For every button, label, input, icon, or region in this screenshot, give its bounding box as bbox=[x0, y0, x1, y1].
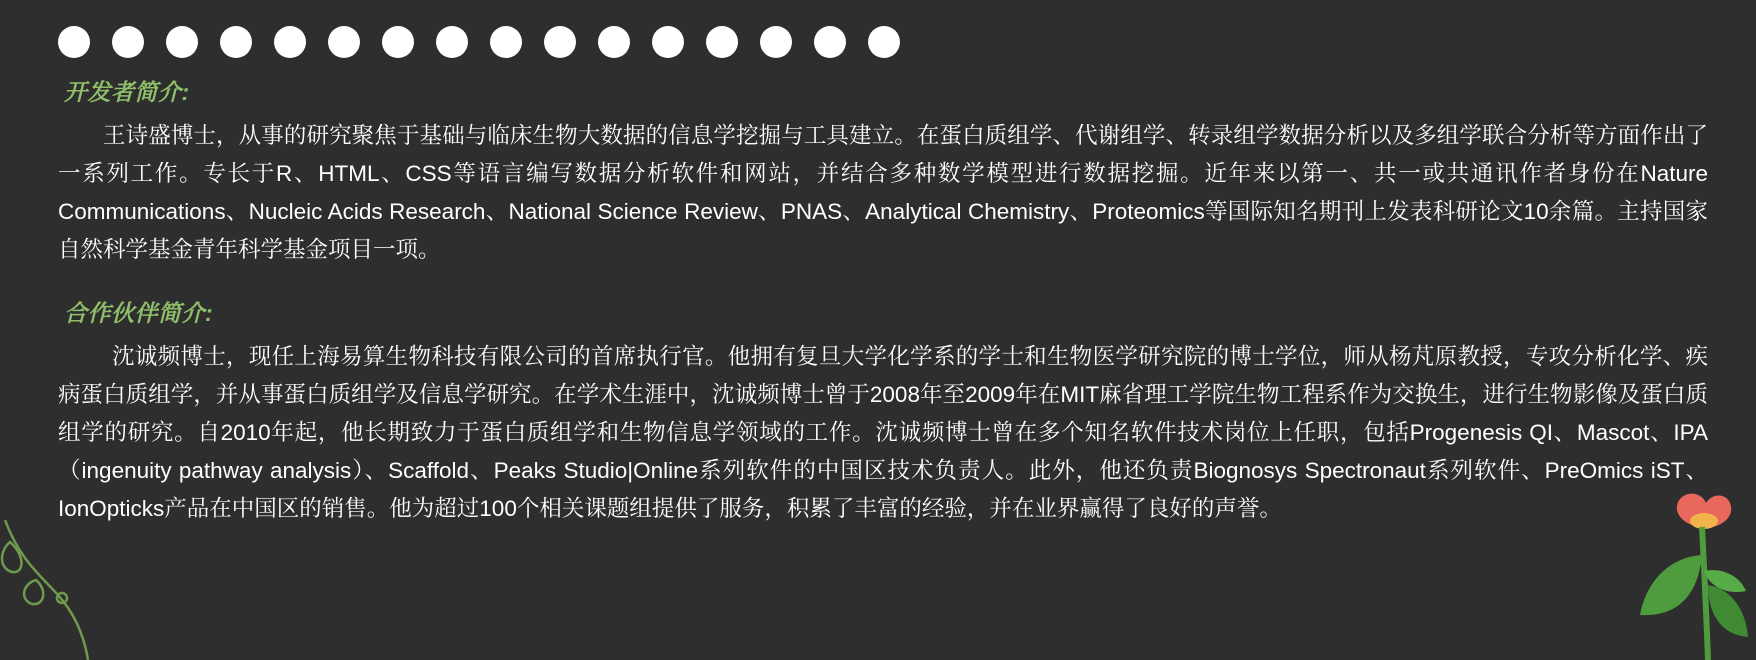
decorative-dot bbox=[112, 26, 144, 58]
vine-decoration-icon bbox=[0, 520, 120, 660]
partner-section bbox=[58, 295, 1708, 528]
decorative-dot bbox=[166, 26, 198, 58]
decorative-dot bbox=[58, 26, 90, 58]
partner-section-title: 合作伙伴简介: bbox=[64, 300, 214, 326]
developer-section-title: 开发者简介: bbox=[64, 79, 190, 105]
slide-content bbox=[58, 74, 1708, 528]
decorative-dot bbox=[328, 26, 360, 58]
partner-paragraph: 沈诚频博士，现任上海易算生物科技有限公司的首席执行官。他拥有复旦大学化学系的学士和生物医学研究院的博士学位，师从杨芃原教授，专攻分析化学、疾病蛋白质组学，并从事蛋白质组学及信息学研究。在学术生涯中，沈诚频博士曾于2008年至2009年在MIT麻省理工学院生物工程系作为交换生，进行生物影像及蛋白质组学的研究。自2010年起，他长期致力于蛋白质组学和生物信息学领域的工作。沈诚频博士曾在多个知名软件技术岗位上任职，包括Progenesis QI、Mascot、IPA（ingenuity pathway analysis）、Scaffold、Peaks Studio|Online系列软件的中国区技术负责人。此外，他还负责Biognosys Spectronaut系列软件、PreOmics iST、IonOpticks产品在中国区的销售。他为超过100个相关课题组提供了服务，积累了丰富的经验，并在业界赢得了良好的声誉。 bbox=[58, 344, 1708, 521]
decorative-dot bbox=[868, 26, 900, 58]
decorative-dot bbox=[598, 26, 630, 58]
decorative-dot bbox=[814, 26, 846, 58]
developer-paragraph: 王诗盛博士，从事的研究聚焦于基础与临床生物大数据的信息学挖掘与工具建立。在蛋白质组学、代谢组学、转录组学数据分析以及多组学联合分析等方面作出了一系列工作。专长于R、HTML、CSS等语言编写数据分析软件和网站，并结合多种数学模型进行数据挖掘。近年来以第一、共一或共通讯作者身份在Nature Communications、Nucleic Acids Research、National Science Review、PNAS、Analytical Chemistry、Proteomics等国际知名期刊上发表科研论文10余篇。主持国家自然科学基金青年科学基金项目一项。 bbox=[58, 123, 1708, 262]
decorative-dot bbox=[220, 26, 252, 58]
decorative-dot bbox=[382, 26, 414, 58]
decorative-dot bbox=[652, 26, 684, 58]
decorative-dot-row bbox=[58, 26, 900, 58]
developer-section bbox=[58, 74, 1708, 269]
decorative-dot bbox=[436, 26, 468, 58]
decorative-dot bbox=[706, 26, 738, 58]
decorative-dot bbox=[760, 26, 792, 58]
decorative-dot bbox=[274, 26, 306, 58]
decorative-dot bbox=[490, 26, 522, 58]
decorative-dot bbox=[544, 26, 576, 58]
